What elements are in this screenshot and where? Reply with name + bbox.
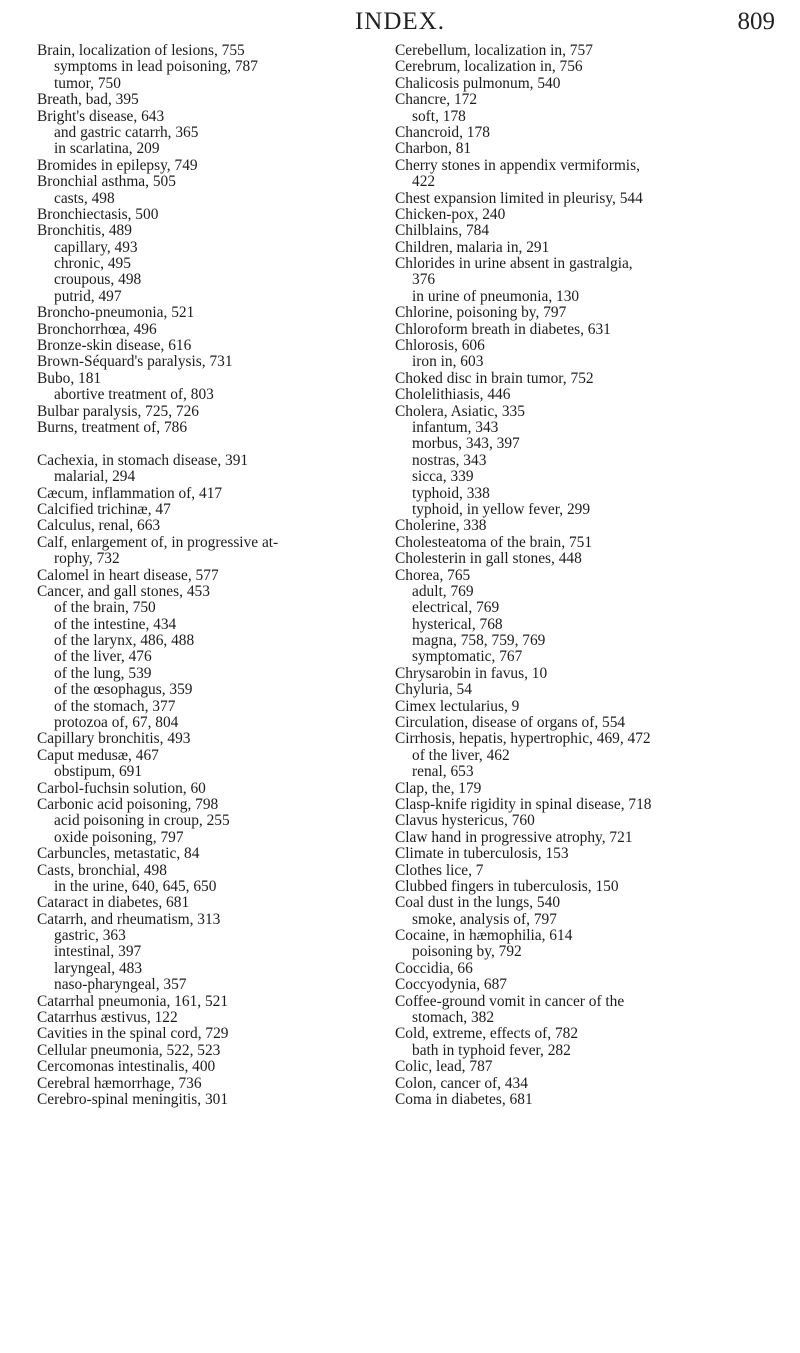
index-entry: Calculus, renal, 663 bbox=[37, 517, 161, 535]
index-entry: Chest expansion limited in pleurisy, 544 bbox=[395, 189, 643, 207]
index-subentry: naso-pharyngeal, 357 bbox=[54, 976, 187, 994]
index-entry: Bronchiectasis, 500 bbox=[37, 205, 159, 223]
index-entry: Chancre, 172 bbox=[395, 91, 478, 109]
index-entry: Choked disc in brain tumor, 752 bbox=[395, 369, 594, 387]
index-entry: Chalicosis pulmonum, 540 bbox=[395, 74, 561, 92]
index-entry: Chlorides in urine absent in gastralgia, bbox=[395, 255, 633, 273]
index-subentry: of the liver, 476 bbox=[54, 648, 152, 666]
index-subentry: acid poisoning in croup, 255 bbox=[54, 812, 230, 830]
index-entry: Cavities in the spinal cord, 729 bbox=[37, 1025, 229, 1043]
index-entry: Cataract in diabetes, 681 bbox=[37, 894, 190, 912]
index-entry: Chyluria, 54 bbox=[395, 681, 472, 699]
index-entry: Cerebro-spinal meningitis, 301 bbox=[37, 1091, 229, 1108]
index-entry: Carbuncles, metastatic, 84 bbox=[37, 845, 200, 863]
index-entry: Calcified trichinæ, 47 bbox=[37, 500, 171, 518]
index-subentry: in scarlatina, 209 bbox=[54, 140, 160, 158]
index-entry: Burns, treatment of, 786 bbox=[37, 418, 188, 436]
index-subentry: hysterical, 768 bbox=[412, 615, 503, 633]
index-subentry: electrical, 769 bbox=[412, 599, 500, 617]
index-entry: Coma in diabetes, 681 bbox=[395, 1091, 533, 1108]
index-entry: Chilblains, 784 bbox=[395, 222, 490, 240]
index-entry: Chloroform breath in diabetes, 631 bbox=[395, 320, 611, 338]
index-subentry: chronic, 495 bbox=[54, 255, 131, 273]
index-entry: Children, malaria in, 291 bbox=[395, 238, 550, 256]
index-entry: Coal dust in the lungs, 540 bbox=[395, 894, 561, 912]
index-subentry: oxide poisoning, 797 bbox=[54, 828, 184, 846]
index-entry: Carbonic acid poisoning, 798 bbox=[37, 795, 219, 813]
index-entry: Catarrhus æstivus, 122 bbox=[37, 1009, 178, 1027]
index-subentry: of the brain, 750 bbox=[54, 599, 156, 617]
index-subentry: 422 bbox=[412, 173, 436, 191]
index-subentry: adult, 769 bbox=[412, 582, 474, 600]
index-subentry: tumor, 750 bbox=[54, 74, 121, 92]
index-entry: Cerebrum, localization in, 756 bbox=[395, 58, 583, 76]
index-entry: Cold, extreme, effects of, 782 bbox=[395, 1025, 579, 1043]
index-entry: Breath, bad, 395 bbox=[37, 91, 139, 109]
index-column-right bbox=[395, 43, 773, 1108]
index-entry: Bronchitis, 489 bbox=[37, 222, 132, 240]
index-entry: Cholesteatoma of the brain, 751 bbox=[395, 533, 593, 551]
index-subentry: capillary, 493 bbox=[54, 238, 138, 256]
index-entry: Charbon, 81 bbox=[395, 140, 472, 158]
index-entry: Catarrhal pneumonia, 161, 521 bbox=[37, 992, 229, 1010]
running-title: INDEX. bbox=[354, 8, 445, 35]
index-entry: Chrysarobin in favus, 10 bbox=[395, 664, 548, 682]
index-entry: Brain, localization of lesions, 755 bbox=[37, 42, 245, 59]
index-entry: Clap, the, 179 bbox=[395, 779, 482, 797]
index-entry: Cocaine, in hæmophilia, 614 bbox=[395, 927, 573, 945]
index-entry: Cimex lectularius, 9 bbox=[395, 697, 520, 715]
index-entry: Clubbed fingers in tuberculosis, 150 bbox=[395, 877, 619, 895]
index-entry: Cachexia, in stomach disease, 391 bbox=[37, 451, 249, 469]
index-entry: Clasp-knife rigidity in spinal disease, 718 bbox=[395, 795, 652, 813]
index-entry: Cholesterin in gall stones, 448 bbox=[395, 550, 582, 568]
index-entry: Bronchorrhœa, 496 bbox=[37, 320, 157, 338]
index-entry: Calf, enlargement of, in progressive at- bbox=[37, 533, 279, 551]
index-subentry: poisoning by, 792 bbox=[412, 943, 522, 961]
index-subentry: sicca, 339 bbox=[412, 468, 474, 486]
page-header bbox=[0, 8, 800, 42]
index-entry: Casts, bronchial, 498 bbox=[37, 861, 167, 879]
index-entry: Catarrh, and rheumatism, 313 bbox=[37, 910, 221, 928]
index-entry: Circulation, disease of organs of, 554 bbox=[395, 714, 626, 732]
index-entry: Calomel in heart disease, 577 bbox=[37, 566, 219, 584]
index-entry: Chlorosis, 606 bbox=[395, 337, 485, 355]
index-entry: Cerebral hæmorrhage, 736 bbox=[37, 1074, 202, 1092]
index-entry: Chancroid, 178 bbox=[395, 123, 490, 141]
index-entry: Cholerine, 338 bbox=[395, 517, 487, 535]
index-entry: Carbol-fuchsin solution, 60 bbox=[37, 779, 206, 797]
index-subentry: obstipum, 691 bbox=[54, 763, 143, 781]
index-subentry: croupous, 498 bbox=[54, 271, 142, 289]
index-entry: Broncho-pneumonia, 521 bbox=[37, 304, 195, 322]
index-subentry: in the urine, 640, 645, 650 bbox=[54, 877, 217, 895]
index-subentry: soft, 178 bbox=[412, 107, 466, 125]
index-subentry: abortive treatment of, 803 bbox=[54, 386, 214, 404]
index-entry: Bulbar paralysis, 725, 726 bbox=[37, 402, 200, 420]
index-subentry: of the lung, 539 bbox=[54, 664, 152, 682]
index-entry: Cirrhosis, hepatis, hypertrophic, 469, 472 bbox=[395, 730, 651, 748]
index-subentry: of the stomach, 377 bbox=[54, 697, 176, 715]
index-subentry: renal, 653 bbox=[412, 763, 474, 781]
index-entry: Cercomonas intestinalis, 400 bbox=[37, 1058, 216, 1076]
index-subentry: putrid, 497 bbox=[54, 287, 122, 305]
index-subentry: of the larynx, 486, 488 bbox=[54, 632, 195, 650]
index-entry: Bronchial asthma, 505 bbox=[37, 173, 176, 191]
index-entry: Claw hand in progressive atrophy, 721 bbox=[395, 828, 633, 846]
index-entry: Bromides in epilepsy, 749 bbox=[37, 156, 198, 174]
index-entry: Clothes lice, 7 bbox=[395, 861, 484, 879]
index-subentry: bath in typhoid fever, 282 bbox=[412, 1041, 571, 1059]
index-subentry: typhoid, 338 bbox=[412, 484, 490, 502]
index-entry: Coccyodynia, 687 bbox=[395, 976, 507, 994]
page-number: 809 bbox=[737, 8, 775, 35]
index-entry: Cancer, and gall stones, 453 bbox=[37, 582, 210, 600]
index-subentry: symptoms in lead poisoning, 787 bbox=[54, 58, 258, 76]
index-entry: Chorea, 765 bbox=[395, 566, 471, 584]
index-subentry: of the œsophagus, 359 bbox=[54, 681, 193, 699]
index-entry: Capillary bronchitis, 493 bbox=[37, 730, 191, 748]
index-entry: Colon, cancer of, 434 bbox=[395, 1074, 528, 1092]
index-entry: Chicken-pox, 240 bbox=[395, 205, 506, 223]
section-gap bbox=[37, 436, 415, 452]
index-subentry: in urine of pneumonia, 130 bbox=[412, 287, 580, 305]
index-subentry: of the liver, 462 bbox=[412, 746, 510, 764]
index-entry: Chlorine, poisoning by, 797 bbox=[395, 304, 567, 322]
index-subentry: rophy, 732 bbox=[54, 550, 120, 568]
index-entry: Bronze-skin disease, 616 bbox=[37, 337, 192, 355]
index-column-left bbox=[37, 43, 415, 1108]
index-entry: Brown-Séquard's paralysis, 731 bbox=[37, 353, 233, 371]
index-subentry: iron in, 603 bbox=[412, 353, 484, 371]
index-subentry: 376 bbox=[412, 271, 436, 289]
index-subentry: morbus, 343, 397 bbox=[412, 435, 520, 453]
index-subentry: protozoa of, 67, 804 bbox=[54, 714, 179, 732]
index-subentry: intestinal, 397 bbox=[54, 943, 142, 961]
index-entry: Bubo, 181 bbox=[37, 369, 102, 387]
index-subentry: and gastric catarrh, 365 bbox=[54, 123, 199, 141]
index-entry: Coffee-ground vomit in cancer of the bbox=[395, 992, 625, 1010]
index-subentry: laryngeal, 483 bbox=[54, 959, 143, 977]
index-subentry: stomach, 382 bbox=[412, 1009, 495, 1027]
index-entry: Colic, lead, 787 bbox=[395, 1058, 493, 1076]
index-subentry: of the intestine, 434 bbox=[54, 615, 177, 633]
index-entry: Coccidia, 66 bbox=[395, 959, 473, 977]
index-entry: Cholera, Asiatic, 335 bbox=[395, 402, 525, 420]
index-subentry: infantum, 343 bbox=[412, 418, 499, 436]
index-entry: Bright's disease, 643 bbox=[37, 107, 165, 125]
index-subentry: casts, 498 bbox=[54, 189, 115, 207]
index-entry: Cherry stones in appendix vermiformis, bbox=[395, 156, 640, 174]
index-subentry: gastric, 363 bbox=[54, 927, 126, 945]
index-entry: Cellular pneumonia, 522, 523 bbox=[37, 1041, 221, 1059]
index-entry: Clavus hystericus, 760 bbox=[395, 812, 535, 830]
index-subentry: magna, 758, 759, 769 bbox=[412, 632, 546, 650]
index-entry: Cerebellum, localization in, 757 bbox=[395, 42, 593, 59]
index-subentry: smoke, analysis of, 797 bbox=[412, 910, 557, 928]
index-entry: Cæcum, inflammation of, 417 bbox=[37, 484, 223, 502]
index-subentry: nostras, 343 bbox=[412, 451, 487, 469]
index-entry: Caput medusæ, 467 bbox=[37, 746, 159, 764]
index-entry: Climate in tuberculosis, 153 bbox=[395, 845, 569, 863]
index-subentry: malarial, 294 bbox=[54, 468, 136, 486]
index-entry: Cholelithiasis, 446 bbox=[395, 386, 511, 404]
index-subentry: typhoid, in yellow fever, 299 bbox=[412, 500, 591, 518]
index-subentry: symptomatic, 767 bbox=[412, 648, 523, 666]
